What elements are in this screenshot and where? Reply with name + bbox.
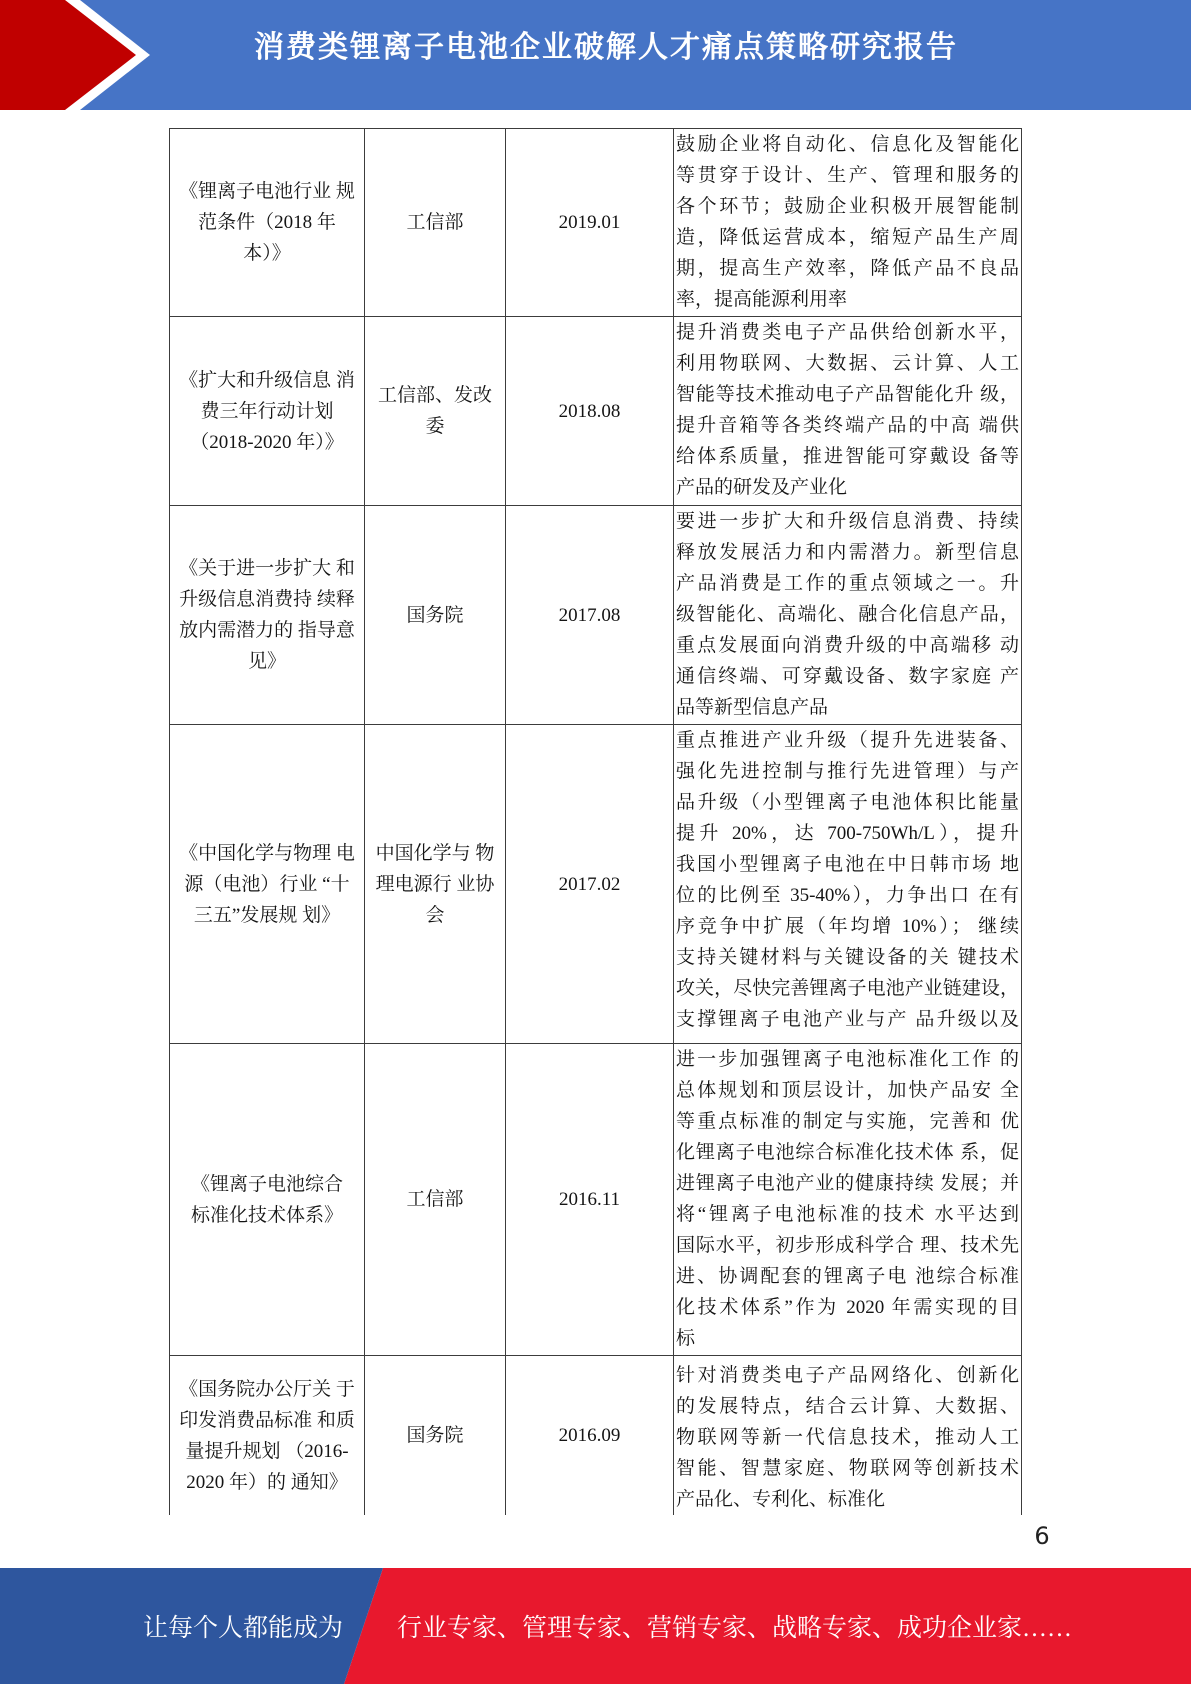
document-name-cell xyxy=(170,129,365,317)
content-line: 强化先进控制与推行先进管理）与产 xyxy=(676,761,1019,782)
content-line: 重点发展面向消费升级的中高端移 动 xyxy=(676,635,1019,656)
content-line: 等重点标准的制定与实施，完善和 优 xyxy=(676,1111,1019,1132)
content-line: 提升消费类电子产品供给创新水平， xyxy=(676,322,1019,343)
document-name-line: 三五”发展规 划》 xyxy=(193,904,341,926)
document-name-line: 印发消费品标准 和质 xyxy=(179,1409,355,1431)
issuer-cell xyxy=(365,506,506,725)
content-line: 产品化、专利化、标准化 xyxy=(676,1489,886,1510)
content-line: 智能、智慧家庭、物联网等创新技术 xyxy=(676,1458,1019,1479)
document-name-line: 费三年行动计划 xyxy=(200,400,334,422)
content-line: 鼓励企业将自动化、信息化及智能化 xyxy=(676,134,1019,155)
table-row xyxy=(170,725,1022,1044)
issuer-cell xyxy=(365,129,506,317)
issuer-cell xyxy=(365,1356,506,1516)
content-line: 我国小型锂离子电池在中日韩市场 地 xyxy=(676,854,1019,875)
content-line: 进锂离子电池产业的健康持续 发展；并 xyxy=(676,1173,1019,1194)
document-name-cell xyxy=(170,317,365,506)
document-name-line: 范条件（2018 年 xyxy=(198,212,336,233)
page-footer xyxy=(0,1568,1191,1684)
content-cell xyxy=(674,725,1022,1044)
table-row xyxy=(170,129,1022,317)
content-line: 将“锂离子电池标准的技术 水平达到 xyxy=(676,1204,1019,1225)
issuer-line: 理电源行 业协 xyxy=(375,873,495,895)
content-line: 率，提高能源利用率 xyxy=(676,289,848,310)
issuer-cell xyxy=(365,317,506,506)
issuer-line: 工信部 xyxy=(406,1189,464,1210)
content-cell xyxy=(674,1044,1022,1356)
issuer-line: 工信部、发改 xyxy=(377,385,492,406)
content-line: 国际水平，初步形成科学合 理、技术先 xyxy=(676,1235,1019,1256)
content-line: 提升 20%，达 700-750Wh/L），提升 xyxy=(676,823,1019,844)
document-name-line: 源（电池）行业 “十 xyxy=(184,873,350,895)
date-cell: 2018.08 xyxy=(506,317,674,506)
report-title: 消费类锂离子电池企业破解人才痛点策略研究报告 xyxy=(254,30,958,65)
issuer-cell xyxy=(365,725,506,1044)
footer-slogan-lead: 让每个人都能成为 xyxy=(143,1615,344,1642)
content-line: 支撑锂离子电池产业与产 品升级以及 xyxy=(676,1009,1019,1030)
document-name-line: 见》 xyxy=(247,651,286,672)
table-row xyxy=(170,1356,1022,1516)
content-line: 要进一步扩大和升级信息消费、持续 xyxy=(676,511,1019,532)
content-line: 各个环节；鼓励企业积极开展智能制 xyxy=(676,196,1019,217)
content-line: 攻关，尽快完善锂离子电池产业链建设， xyxy=(676,978,1019,999)
issuer-line: 会 xyxy=(425,904,445,926)
content-line: 位的比例至 35-40%），力争出口 在有 xyxy=(676,885,1019,906)
content-line: 提升音箱等各类终端产品的中高 端供 xyxy=(676,415,1019,436)
content-line: 序竞争中扩展（年均增 10%）； 继续 xyxy=(676,916,1019,937)
date-cell: 2017.02 xyxy=(506,725,674,1044)
content-line: 利用物联网、大数据、云计算、人工 xyxy=(676,353,1019,374)
date-cell: 2016.09 xyxy=(506,1356,674,1516)
content-cell xyxy=(674,506,1022,725)
document-name-cell xyxy=(170,725,365,1044)
document-name-cell xyxy=(170,1044,365,1356)
content-line: 期，提高生产效率，降低产品不良品 xyxy=(676,258,1019,279)
page-number: 6 xyxy=(1034,1522,1050,1550)
document-name-cell xyxy=(170,506,365,725)
document-name-line: 放内需潜力的 指导意 xyxy=(179,620,355,641)
content-line: 针对消费类电子产品网络化、创新化 xyxy=(676,1365,1019,1386)
content-line: 标 xyxy=(676,1328,696,1349)
document-name-line: 本）》 xyxy=(243,243,291,264)
page-header xyxy=(0,0,1191,110)
content-line: 进一步加强锂离子电池标准化工作 的 xyxy=(676,1049,1019,1070)
document-name-line: 量提升规划 （2016- xyxy=(185,1440,349,1462)
content-line: 级智能化、高端化、融合化信息产品， xyxy=(676,604,1019,625)
issuer-line: 委 xyxy=(425,416,445,437)
content-line: 支持关键材料与关键设备的关 键技术 xyxy=(676,947,1019,968)
issuer-cell xyxy=(365,1044,506,1356)
footer-slogan-roles: 行业专家、管理专家、营销专家、战略专家、成功企业家…… xyxy=(397,1615,1073,1642)
content-line: 品升级（小型锂离子电池体积比能量 xyxy=(676,792,1019,813)
content-line: 的发展特点，结合云计算、大数据、 xyxy=(676,1396,1019,1417)
policy-table xyxy=(169,128,1022,1515)
document-name-line: 《关于进一步扩大 和 xyxy=(179,558,355,579)
issuer-line: 国务院 xyxy=(406,604,464,626)
document-name-line: 2020 年）的 通知》 xyxy=(186,1471,348,1493)
issuer-line: 中国化学与 物 xyxy=(375,842,495,864)
content-line: 物联网等新一代信息技术，推动人工 xyxy=(676,1427,1019,1448)
document-name-line: （2018-2020 年）》 xyxy=(190,431,344,453)
content-line: 产品消费是工作的重点领域之一。升 xyxy=(676,573,1019,594)
content-line: 智能等技术推动电子产品智能化升 级， xyxy=(676,384,1019,405)
document-name-line: 《锂离子电池行业 规 xyxy=(179,181,355,202)
content-line: 给体系质量，推进智能可穿戴设 备等 xyxy=(676,446,1019,467)
content-line: 进、协调配套的锂离子电 池综合标准 xyxy=(676,1266,1019,1287)
document-name-line: 标准化技术体系》 xyxy=(190,1204,343,1226)
table-row xyxy=(170,1044,1022,1356)
content-line: 释放发展活力和内需潜力。新型信息 xyxy=(676,542,1019,563)
content-line: 化技术体系”作为 2020 年需实现的目 xyxy=(676,1297,1019,1318)
content-line: 品等新型信息产品 xyxy=(676,697,829,718)
document-name-cell xyxy=(170,1356,365,1516)
document-name-line: 《扩大和升级信息 消 xyxy=(179,369,355,391)
content-line: 等贯穿于设计、生产、管理和服务的 xyxy=(676,165,1019,186)
table-row xyxy=(170,317,1022,506)
document-name-line: 《中国化学与物理 电 xyxy=(179,842,355,864)
document-name-line: 《国务院办公厅关 于 xyxy=(179,1378,355,1400)
content-line: 总体规划和顶层设计，加快产品安 全 xyxy=(676,1080,1019,1101)
issuer-line: 国务院 xyxy=(406,1425,464,1446)
content-cell xyxy=(674,129,1022,317)
content-line: 通信终端、可穿戴设备、数字家庭 产 xyxy=(676,666,1019,687)
table-row xyxy=(170,506,1022,725)
content-line: 化锂离子电池综合标准化技术体 系，促 xyxy=(676,1142,1019,1163)
document-name-line: 升级信息消费持 续释 xyxy=(179,589,355,610)
issuer-line: 工信部 xyxy=(406,212,464,233)
date-cell: 2016.11 xyxy=(506,1044,674,1356)
date-cell: 2019.01 xyxy=(506,129,674,317)
content-line: 重点推进产业升级（提升先进装备、 xyxy=(676,730,1019,751)
content-cell xyxy=(674,1356,1022,1516)
content-line: 产品的研发及产业化 xyxy=(676,477,848,498)
document-name-line: 《锂离子电池综合 xyxy=(190,1173,343,1195)
date-cell: 2017.08 xyxy=(506,506,674,725)
content-line: 造，降低运营成本，缩短产品生产周 xyxy=(676,227,1019,248)
content-cell xyxy=(674,317,1022,506)
